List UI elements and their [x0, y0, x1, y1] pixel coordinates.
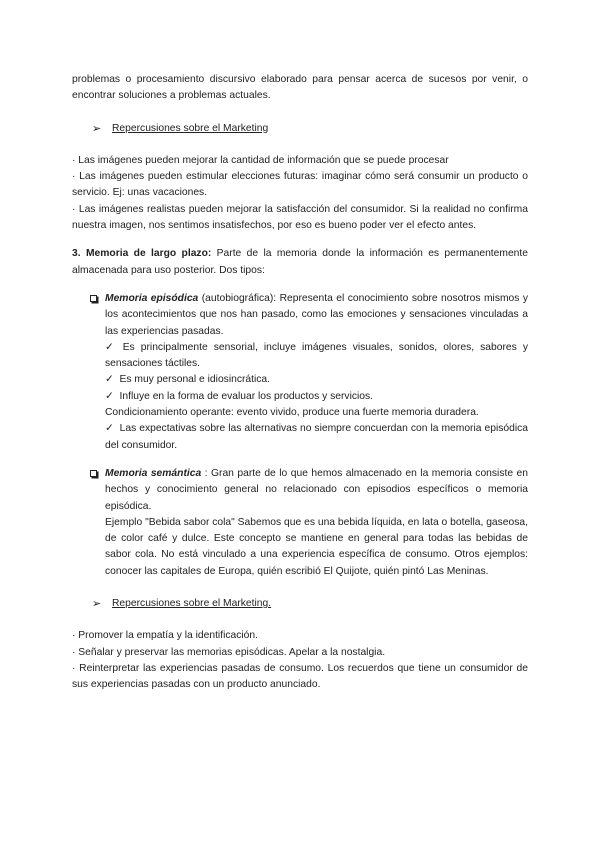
section-heading-text: Repercusiones sobre el Marketing.	[112, 598, 272, 610]
section-heading-marketing-2	[72, 596, 528, 612]
list-item: · Las imágenes realistas pueden mejorar la satisfacción del consumidor. Si la realidad no confirma nuestra imagen, nos sentimos insatisfechos, por eso es bueno poder ver el efecto antes.	[72, 203, 528, 232]
page-content	[72, 72, 528, 694]
arrow-bullet-icon: ➢	[92, 598, 102, 611]
semantic-memory-item	[72, 466, 528, 580]
list-item: · Las imágenes pueden estimular elecciones futuras: imaginar cómo será consumir un producto o servicio. Ej: unas vacaciones.	[72, 171, 528, 199]
conditioning-line: Condicionamiento operante: evento vivido, produce una fuerte memoria duradera.	[105, 407, 479, 419]
long-term-memory-paragraph	[72, 246, 528, 279]
check-item: ✓ Las expectativas sobre las alternativas no siempre concuerdan con la memoria episódica del consumidor.	[105, 423, 528, 451]
arrow-bullet-icon: ➢	[92, 122, 102, 135]
episodic-definition: Memoria episódica (autobiográfica): Representa el conocimiento sobre nosotros mismos y los acontecimientos que nos han pasado, como las emociones y sensaciones vinculadas a las experiencias pasadas.	[105, 292, 529, 337]
check-item: ✓ Es muy personal e idiosincrática.	[105, 372, 528, 388]
list-item: · Las imágenes pueden mejorar la cantidad de información que se puede procesar	[72, 154, 449, 166]
semantic-example: Ejemplo "Bebida sabor cola" Sabemos que es una bebida líquida, en lata o botella, gaseosa, de color café y dulce. Este concepto se mantiene en general para todas las bebidas de sabor cola. No está vinculado a una experiencia específica de consumo. Otros ejemplos: conocer las capitales de Europa, quién escribió El Quijote, quién pintó Las Meninas.	[105, 516, 528, 577]
episodic-memory-item	[72, 291, 528, 454]
check-icon: ✓	[105, 341, 114, 353]
list-item: · Promover la empatía y la identificación.	[72, 630, 258, 642]
list-item: · Reinterpretar las experiencias pasadas de consumo. Los recuerdos que tiene un consumidor de sus experiencias pasadas con un producto anunciado.	[72, 662, 528, 691]
section-heading-text: Repercusiones sobre el Marketing	[112, 122, 269, 134]
list-item: · Señalar y preservar las memorias episódicas. Apelar a la nostalgia.	[72, 646, 386, 658]
semantic-title: Memoria semántica	[105, 467, 202, 479]
check-icon: ✓	[105, 390, 114, 402]
checkbox-bullet-icon	[90, 295, 97, 302]
check-item: ✓ Influye en la forma de evaluar los productos y servicios.	[105, 389, 528, 405]
section-heading-marketing-1	[72, 121, 528, 137]
check-icon: ✓	[105, 374, 114, 386]
long-term-memory-heading: 3. Memoria de largo plazo:	[72, 248, 212, 260]
check-icon: ✓	[105, 423, 114, 435]
intro-paragraph: problemas o procesamiento discursivo elaborado para pensar acerca de sucesos por venir, o encontrar soluciones a problemas actuales.	[72, 74, 528, 102]
check-item: ✓ Es principalmente sensorial, incluye imágenes visuales, sonidos, olores, sabores y sensaciones táctiles.	[105, 341, 528, 370]
checkbox-bullet-icon	[90, 470, 97, 477]
episodic-title: Memoria episódica	[105, 292, 199, 304]
semantic-definition: Memoria semántica : Gran parte de lo que hemos almacenado en la memoria consiste en hechos y conocimiento general no relacionado con episodios específicos o memoria episódica.	[105, 467, 529, 512]
long-term-memory-text: Parte de la memoria donde la información es permanentemente almacenada para uso posterior. Dos tipos:	[72, 248, 528, 276]
